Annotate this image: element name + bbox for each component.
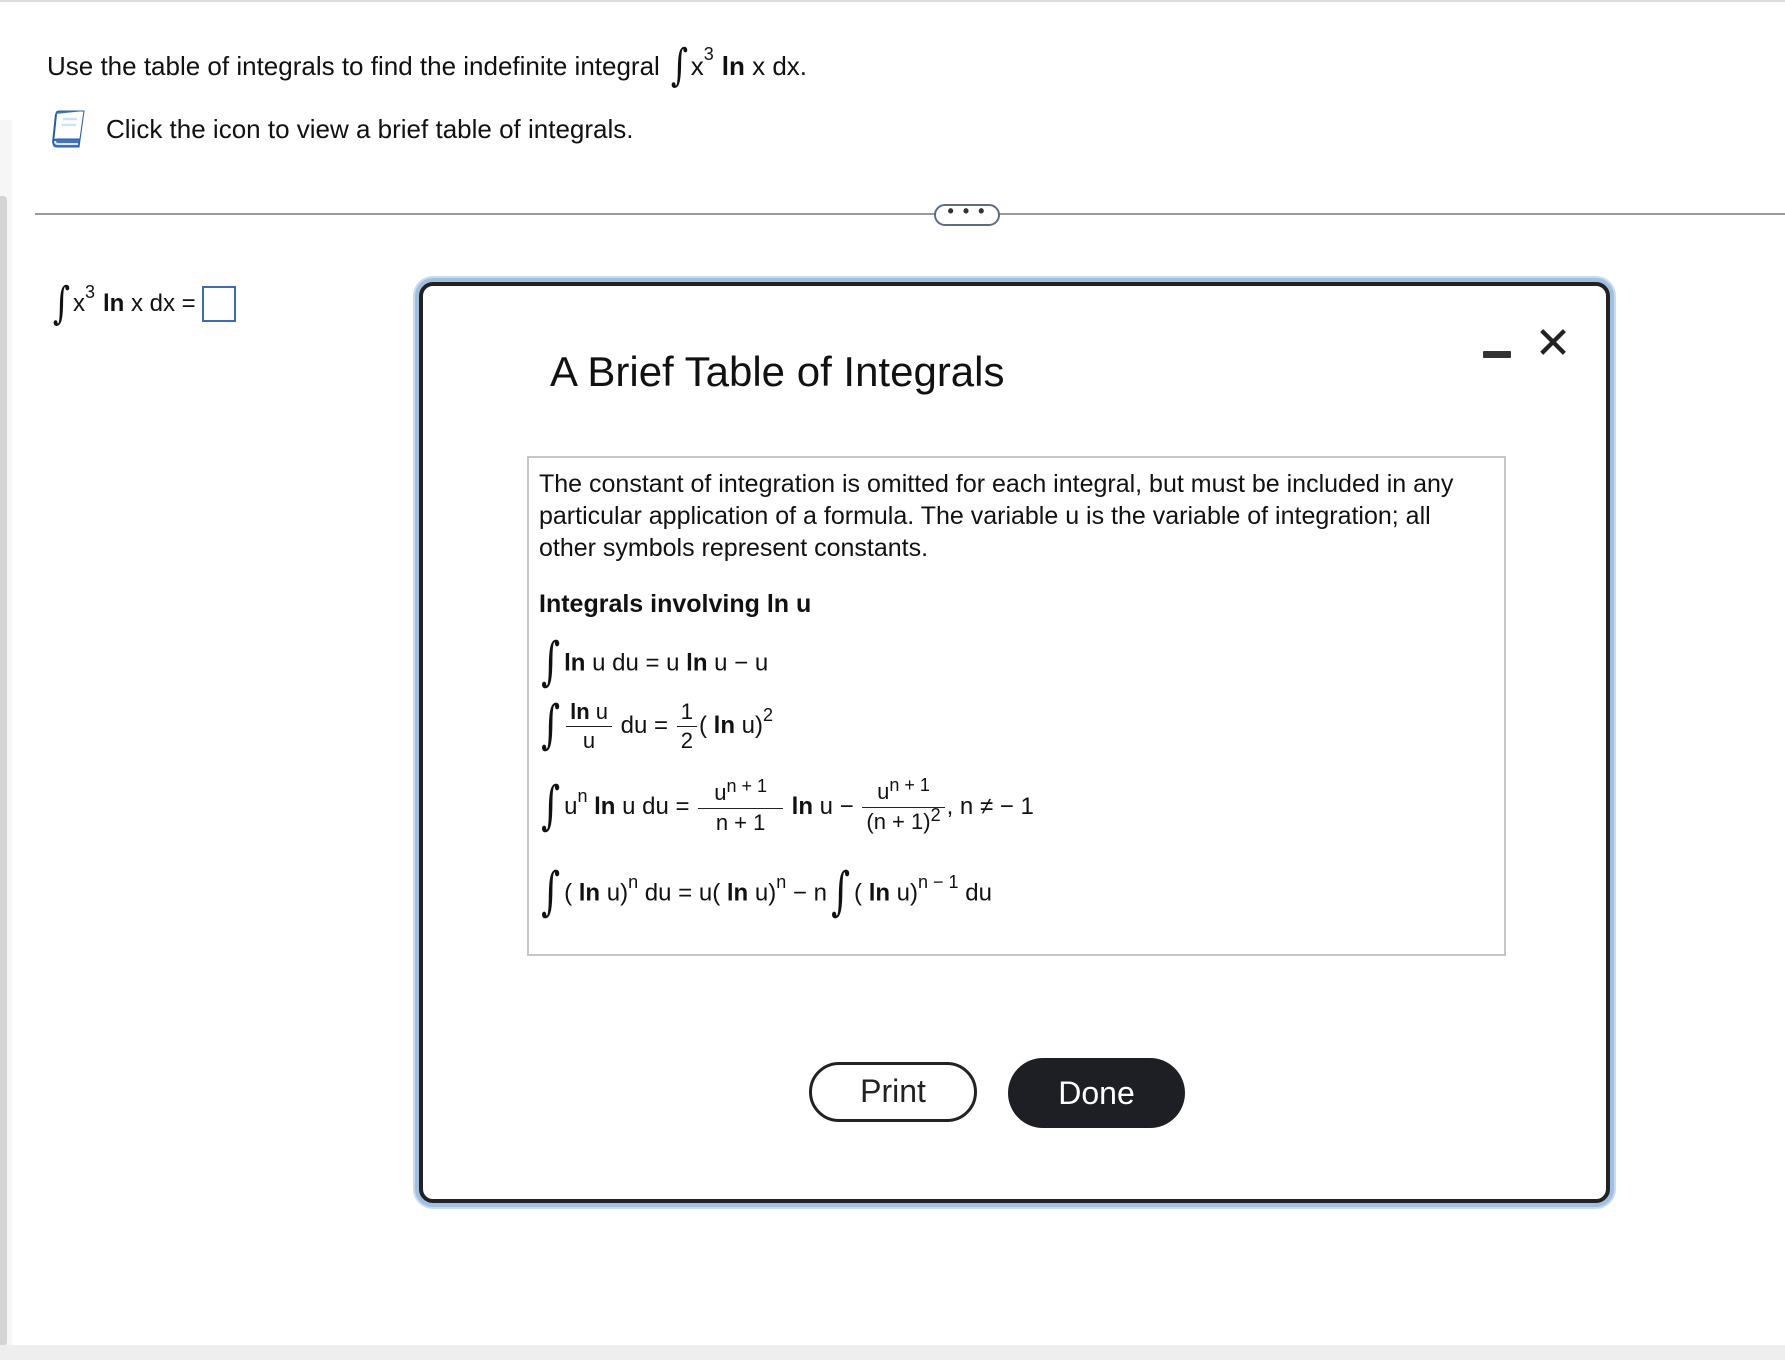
question-text [47,40,808,91]
expand-more-button[interactable]: • • • [934,204,1000,226]
book-icon[interactable] [50,110,86,148]
formula-4: ∫ ( ln u)$^n$ du = u( ln u)$^n$ − n∫ ( ln u)$^{n - 1}$ du [541,862,992,922]
table-note: The constant of integration is omitted for each integral, but must be included in any particular application of a formula. The variable u is the variable of integration; all other symbols represent constants. [539,470,1454,562]
answer-row [50,278,236,329]
answer-base: x [72,290,85,317]
integrand-exponent: 3 [703,43,714,64]
minimize-icon[interactable] [1483,340,1511,368]
integrals-table [527,456,1506,956]
integral-sign: ∫ [670,40,688,91]
section-heading: Integrals involving ln u [539,590,812,618]
answer-input-box[interactable] [202,286,236,322]
section-divider [35,213,1785,215]
answer-ln: ln [102,290,125,317]
table-hint [50,110,633,148]
close-icon[interactable]: ✕ [1534,319,1572,368]
integrand-base: x [690,50,704,81]
left-scrollbar[interactable] [0,196,7,1346]
ln-label: ln [721,50,745,81]
question-rest: x dx. [744,50,808,81]
formula-1: ∫ ln u du = u ln u − u [541,632,769,692]
print-button[interactable]: Print [809,1062,977,1122]
answer-exponent: 3 [84,281,95,302]
formula-3: ∫ $u^n$ ln u du = $\frac{u^{n + 1}}{n + 1}$ ln u − $\frac{u^{n + 1}}{(n + 1)^2}$ , n ≠ − 1 [541,775,1034,836]
hint-text: Click the icon to view a brief table of integrals. [106,113,634,144]
integrals-table-dialog [419,282,1610,1203]
integral-sign: ∫ [52,278,71,329]
dialog-title: A Brief Table of Integrals [550,348,1005,395]
formula-2: ∫ $\frac{\text{ln u}}{u}$ du = $\frac{1}{2}$ ( ln u)$^2$ [541,694,774,755]
answer-rest: x dx = [124,290,196,317]
question-prefix: Use the table of integrals to find the indefinite integral [47,50,660,81]
top-border [0,0,1785,2]
done-button[interactable]: Done [1008,1058,1185,1128]
bottom-band [0,1345,1785,1360]
